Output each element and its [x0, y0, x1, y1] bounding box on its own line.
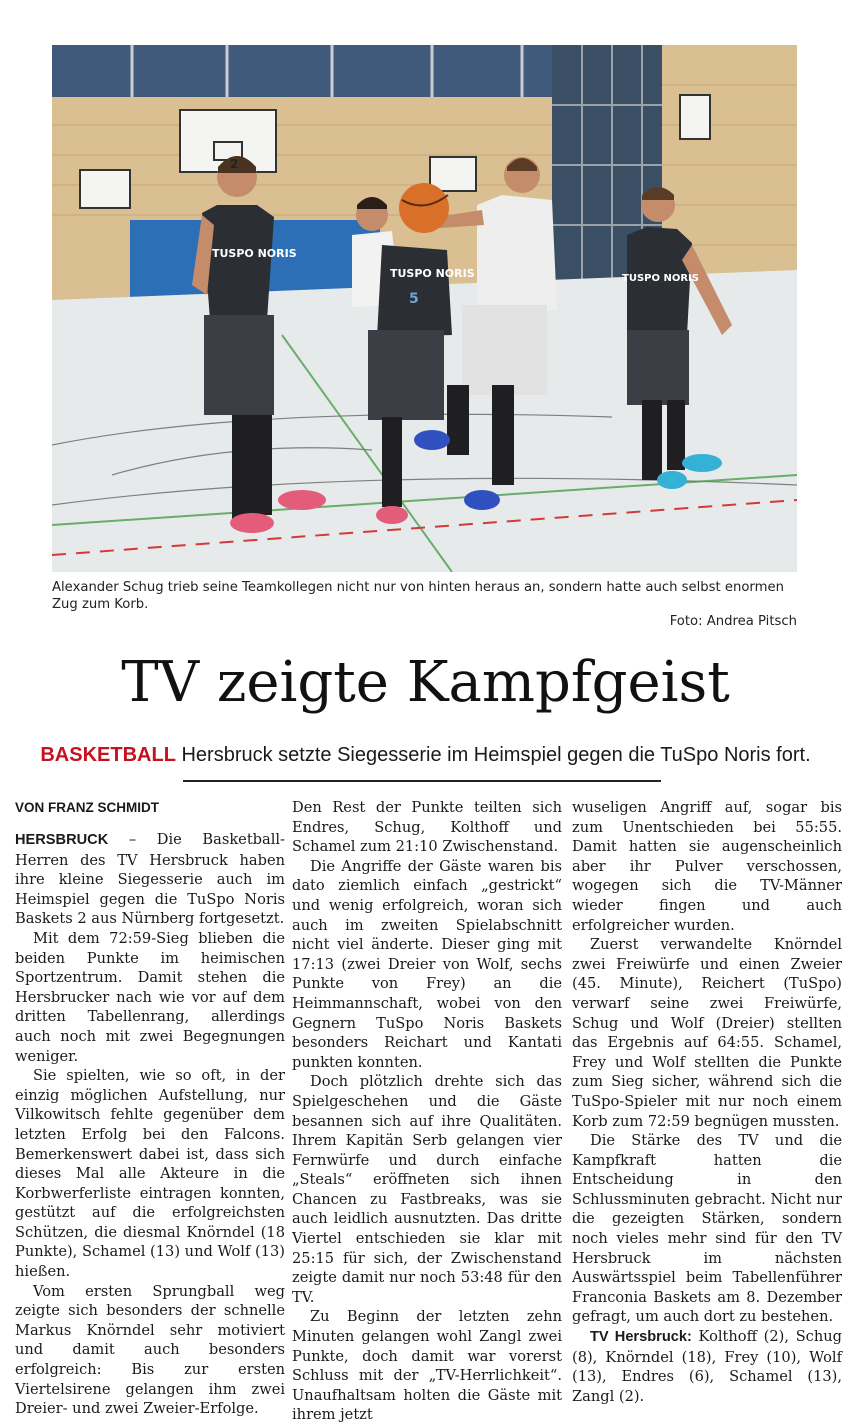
jersey-text-center: TUSPO NORIS [390, 267, 475, 280]
paragraph [15, 830, 285, 929]
jersey-text-right: TUSPO NORIS [622, 273, 699, 284]
text-column-2 [292, 798, 562, 1425]
divider [183, 780, 661, 782]
jersey-text-left: TUSPO NORIS [212, 247, 297, 260]
paragraph: Zuerst verwandelte Knörndel zwei Freiwürfe und einen Zweier (45. Minute), Reichert (TuSpo) verwarf seine zwei Freiwürfe, Schug und Wolf (Dreier) stellten das Ergebnis auf 64:55. Schamel, Frey und Wolf stellten die Punkte zum Sieg sicher, während sich die TuSpo-Spieler mit nur noch einem Korb zum 72:59 begnügen mussten. [572, 936, 842, 1130]
photo-caption [52, 579, 797, 630]
jersey-number-5: 5 [409, 291, 419, 307]
paragraph: Sie spielten, wie so oft, in der einzig möglichen Aufstellung, nur Vilkowitsch fehlte gegenüber dem letzten Erfolg bei den Falcons. Bemerkenswert dabei ist, dass sich dieses Mal alle Akteure in die Korbwerferliste eintragen konnten, gestützt auf die erfolgreichsten Schützen, die diesmal Knörndel (18 Punkte), Schamel (13) und Wolf (13) hießen. [15, 1067, 285, 1281]
text-column-3 [572, 798, 842, 1406]
subheadline [0, 740, 851, 770]
result-text: Kolthoff (2), Schug (8), Knörndel (18), Frey (10), Wolf (13), Endres (6), Schamel (13), Zangl (2). [572, 1328, 842, 1405]
dateline: HERSBRUCK [15, 832, 109, 848]
result-paragraph [572, 1327, 842, 1406]
paragraph: Mit dem 72:59-Sieg blieben die beiden Punkte im heimischen Sportzentrum. Damit stehen die Hersbrucker nach wie vor auf dem dritten Tabellenrang, allerdings auch noch mit zwei Begegnungen weniger. [15, 929, 285, 1065]
subheadline-text: Hersbruck setzte Siegesserie im Heimspiel gegen die TuSpo Noris fort. [181, 744, 811, 766]
caption-text: Alexander Schug trieb seine Teamkollegen nicht nur von hinten heraus an, sondern hatte auch selbst enormen Zug zum Korb. [52, 580, 784, 612]
paragraph: Vom ersten Sprungball weg zeigte sich besonders der schnelle Markus Knörndel sehr motiviert und damit auch besonders erfolgreich: Bis zur ersten Viertelsirene gelangen ihm zwei Dreier- und zwei Zweier-Erfolge. [15, 1282, 285, 1418]
paragraph: Die Angriffe der Gäste waren bis dato ziemlich einfach „gestrickt“ und wenig erfolgreich, woran sich auch im zweiten Spielabschnitt nicht viel änderte. Dieser ging mit 17:13 (zwei Dreier von Wolf, sechs Punkte von Frey) an die Heimmannschaft, wobei von den Gegnern TuSpo Noris Baskets besonders Reichart und Kantati punkten konnten. [292, 857, 562, 1071]
byline: VON FRANZ SCHMIDT [15, 800, 159, 815]
paragraph: Doch plötzlich drehte sich das Spielgeschehen und die Gäste besannen sich auf ihre Qualitäten. Ihrem Kapitän Serb gelangen vier Fernwürfe und durch einfache „Steals“ eröffneten sich ihnen Chancen zu Fastbreaks, was sie auch leidlich ausnutzten. Das dritte Viertel entschieden sie klar mit 25:15 für sich, der Zwischenstand zeigte damit nur noch 53:48 für den TV. [292, 1073, 562, 1306]
basketball-game-illustration [52, 45, 797, 572]
backboard-number-2: 2 [230, 157, 239, 171]
paragraph-text: – Die Basketball-Herren des TV Hersbruck haben ihre kleine Siegesserie auch im Heimspiel gegen die TuSpo Noris Baskets 2 aus Nürnberg fortgesetzt. [15, 831, 285, 928]
text-column-1 [15, 798, 285, 1419]
kicker: BASKETBALL [40, 744, 176, 766]
paragraph: wuseligen Angriff auf, sogar bis zum Unentschieden bei 55:55. Damit hatten sie augenscheinlich aber ihr Pulver verschossen, wogegen sich die TV-Männer wieder fingen und auch erfolgreicher wurden. [572, 799, 842, 934]
paragraph: Den Rest der Punkte teilten sich Endres, Schug, Kolthoff und Schamel zum 21:10 Zwischenstand. [292, 799, 562, 856]
paragraph: Zu Beginn der letzten zehn Minuten gelangen wohl Zangl zwei Punkte, doch damit war vorerst Schluss mit der „TV-Herrlichkeit“. Unaufhaltsam holten die Gäste mit ihrem jetzt [292, 1308, 562, 1424]
photo-credit: Foto: Andrea Pitsch [669, 614, 797, 629]
article-photo [52, 45, 797, 572]
paragraph: Die Stärke des TV und die Kampfkraft hatten die Entscheidung in den Schlussminuten gebracht. Nicht nur die gezeigten Stärken, sondern noch vieles mehr sind für den TV Hersbruck im nächsten Auswärtsspiel beim Tabellenführer Franconia Baskets am 8. Dezember gefragt, um auch dort zu bestehen. [572, 1132, 842, 1326]
headline: TV zeigte Kampfgeist [121, 650, 730, 715]
result-label: TV Hersbruck: [590, 1329, 692, 1346]
